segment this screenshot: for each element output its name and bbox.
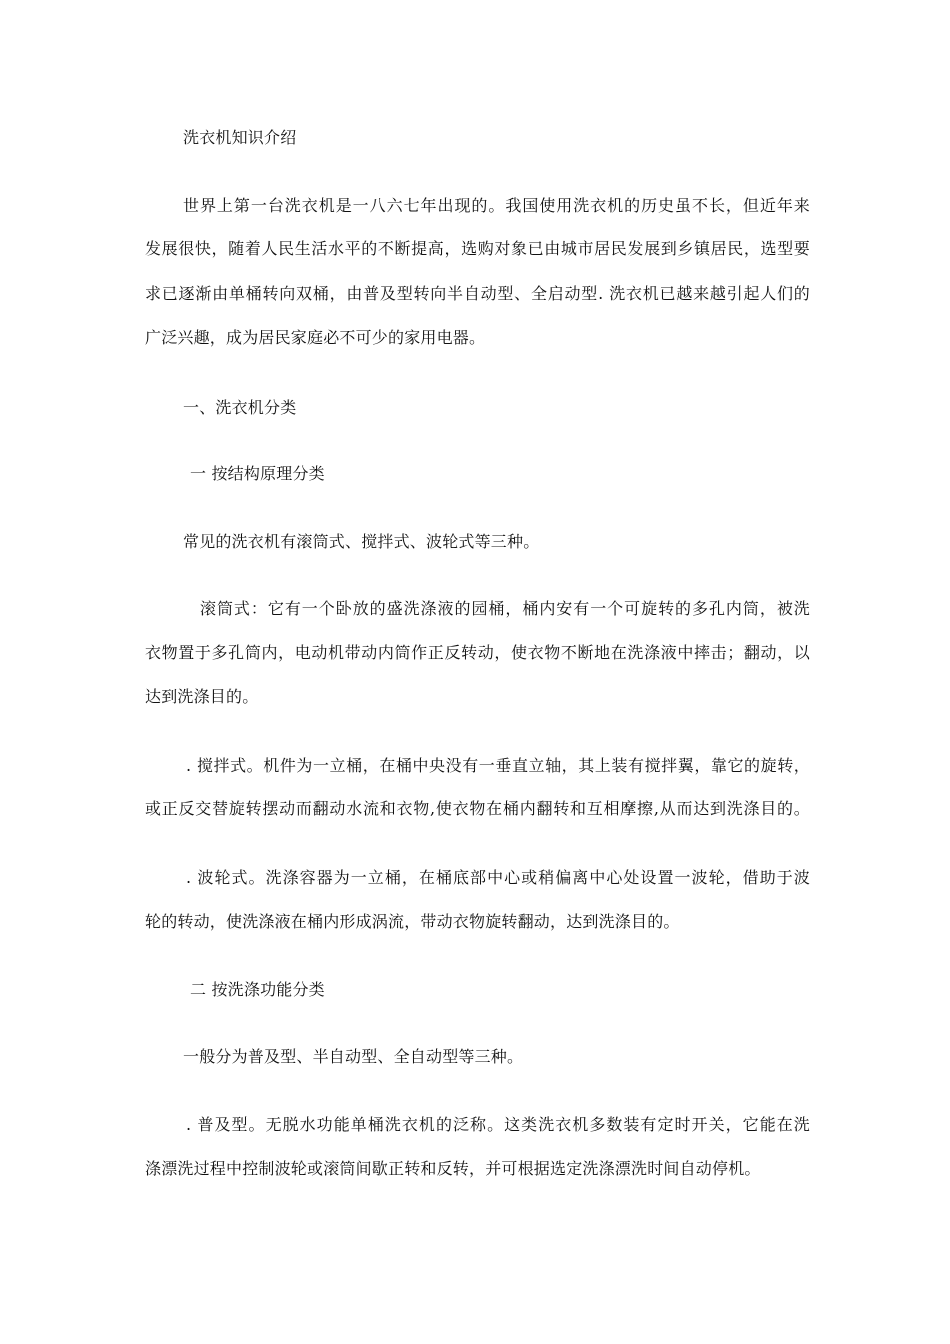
subsection-1-heading: 一 按结构原理分类 (190, 464, 325, 483)
section-1-heading: 一、洗衣机分类 (183, 398, 297, 417)
agitator-line-1: . 搅拌式。机件为一立桶，在桶中央没有一垂直立轴，其上装有搅拌翼，靠它的旋转， (186, 756, 810, 775)
drum-line-3: 达到洗涤目的。 (145, 687, 259, 706)
pulsator-line-1: . 波轮式。洗涤容器为一立桶，在桶底部中心或稍偏离中心处设置一波轮，借助于波 (186, 868, 810, 887)
drum-line-2: 衣物置于多孔筒内，电动机带动内筒作正反转动，使衣物不断地在洗涤液中摔击；翻动，以 (145, 643, 810, 662)
intro-line-4: 广泛兴趣，成为居民家庭必不可少的家用电器。 (145, 328, 486, 347)
basic-line-1: . 普及型。无脱水功能单桶洗衣机的泛称。这类洗衣机多数装有定时开关，它能在洗 (186, 1115, 810, 1134)
subsection-2-heading: 二 按洗涤功能分类 (190, 980, 325, 999)
basic-line-2: 涤漂洗过程中控制波轮或滚筒间歇正转和反转，并可根据选定洗涤漂洗时间自动停机。 (145, 1159, 761, 1178)
intro-line-3: 求已逐渐由单桶转向双桶，由普及型转向半自动型、全启动型. 洗衣机已越来越引起人们的 (145, 284, 810, 303)
intro-line-2: 发展很快，随着人民生活水平的不断提高，选购对象已由城市居民发展到乡镇居民，选型要 (145, 239, 810, 258)
pulsator-line-2: 轮的转动，使洗涤液在桶内形成涡流，带动衣物旋转翻动，达到洗涤目的。 (145, 912, 680, 931)
drum-line-1: 滚筒式：它有一个卧放的盛洗涤液的园桶，桶内安有一个可旋转的多孔内筒，被洗 (200, 599, 810, 618)
intro-line-1: 世界上第一台洗衣机是一八六七年出现的。我国使用洗衣机的历史虽不长，但近年来 (183, 196, 810, 215)
subsection-1-intro: 常见的洗衣机有滚筒式、搅拌式、波轮式等三种。 (183, 532, 540, 551)
subsection-2-intro: 一般分为普及型、半自动型、全自动型等三种。 (183, 1047, 524, 1066)
document-title: 洗衣机知识介绍 (183, 128, 297, 147)
agitator-line-2: 或正反交替旋转摆动而翻动水流和衣物,使衣物在桶内翻转和互相摩擦,从而达到洗涤目的。 (145, 799, 810, 818)
